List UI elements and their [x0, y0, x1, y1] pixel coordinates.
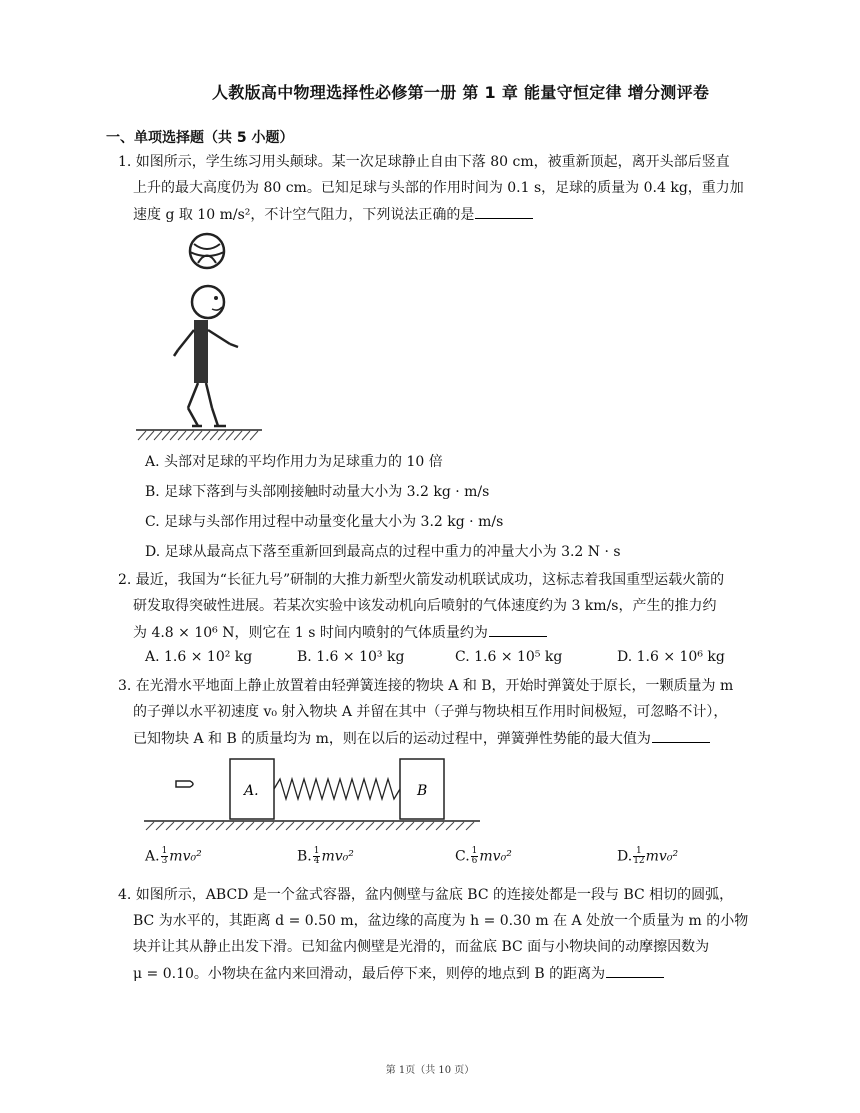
answer-blank[interactable]: [606, 963, 664, 978]
q2-option-d[interactable]: D. 1.6 × 10⁶ kg: [617, 649, 725, 665]
q1-line-2: 上升的最大高度仍为 80 cm。已知足球与头部的作用时间为 0.1 s，足球的质量为 0.4 kg，重力加: [133, 180, 744, 196]
q3-option-c[interactable]: C. $\frac{1}{6}$ mv₀²: [455, 846, 512, 866]
q2-line-3: 为 4.8 × 10⁶ N，则它在 1 s 时间内喷射的气体质量约为: [133, 622, 547, 643]
spring-icon: [274, 779, 400, 799]
fraction: $\frac{1}{6}$: [471, 846, 478, 866]
spring-blocks-figure: [140, 755, 485, 835]
q1-option-a[interactable]: A. 头部对足球的平均作用力为足球重力的 10 倍: [145, 454, 443, 470]
q4-line-2: BC 为水平的，其距离 d = 0.50 m，盆边缘的高度为 h = 0.30 m 在 A 处放一个质量为 m 的小物: [133, 913, 749, 929]
q4-line-4: μ = 0.10。小物块在盆内来回滑动，最后停下来，则停的地点到 B 的距离为: [133, 963, 664, 984]
page-title: 人教版高中物理选择性必修第一册 第 1 章 能量守恒定律 增分测评卷: [212, 83, 710, 102]
q1-option-b[interactable]: B. 足球下落到与头部刚接触时动量大小为 3.2 kg · m/s: [145, 484, 490, 500]
fraction: $\frac{1}{4}$: [313, 846, 320, 866]
q1-option-c[interactable]: C. 足球与头部作用过程中动量变化量大小为 3.2 kg · m/s: [145, 514, 504, 530]
q2-line-1: 2. 最近，我国为“长征九号”研制的大推力新型火箭发动机联试成功，这标志着我国重型运载火箭的: [118, 572, 725, 588]
q3-option-a[interactable]: A. $\frac{1}{3}$ mv₀²: [145, 846, 202, 866]
fraction: $\frac{1}{3}$: [161, 846, 168, 866]
q1-line-3: 速度 g 取 10 m/s²，不计空气阻力，下列说法正确的是: [133, 204, 533, 225]
page-footer: 第 1页（共 10 页）: [385, 1065, 475, 1076]
answer-blank[interactable]: [652, 728, 710, 743]
q3-line-3: 已知物块 A 和 B 的质量均为 m，则在以后的运动过程中，弹簧弹性势能的最大值为: [133, 728, 710, 749]
bullet-icon: [176, 781, 193, 787]
q2-option-c[interactable]: C. 1.6 × 10⁵ kg: [455, 649, 563, 665]
football-icon: [190, 234, 224, 268]
q3-line-1: 3. 在光滑水平地面上静止放置着由轻弹簧连接的物块 A 和 B，开始时弹簧处于原长，一颗质量为 m: [118, 678, 734, 694]
torso-icon: [194, 320, 208, 383]
answer-blank[interactable]: [475, 204, 533, 219]
q4-line-1: 4. 如图所示，ABCD 是一个盆式容器，盆内侧壁与盆底 BC 的连接处都是一段与 BC 相切的圆弧，: [118, 887, 734, 903]
q4-line-3: 块并让其从静止出发下滑。已知盆内侧壁是光滑的，而盆底 BC 面与小物块间的动摩擦因数为: [133, 939, 710, 955]
block-a-label: A.: [244, 783, 259, 799]
q2-option-b[interactable]: B. 1.6 × 10³ kg: [297, 649, 405, 665]
q1-option-d[interactable]: D. 足球从最高点下落至重新回到最高点的过程中重力的冲量大小为 3.2 N · s: [145, 544, 621, 560]
fraction: $\frac{1}{12}$: [633, 846, 645, 866]
head-icon: [192, 286, 224, 318]
q3-option-b[interactable]: B. $\frac{1}{4}$ mv₀²: [297, 846, 354, 866]
q1-line-1: 1. 如图所示，学生练习用头颠球。某一次足球静止自由下落 80 cm，被重新顶起，离开头部后竖直: [118, 154, 730, 170]
q3-option-d[interactable]: D. $\frac{1}{12}$ mv₀²: [617, 846, 679, 866]
answer-blank[interactable]: [489, 622, 547, 637]
heading-ball-figure: [132, 230, 267, 442]
block-b-label: B: [417, 783, 428, 799]
q2-option-a[interactable]: A. 1.6 × 10² kg: [145, 649, 253, 665]
section-heading: 一、单项选择题（共 5 小题）: [106, 130, 294, 146]
q2-line-2: 研发取得突破性进展。若某次实验中该发动机向后喷射的气体速度约为 3 km/s，产生的推力约: [133, 598, 717, 614]
q3-line-2: 的子弹以水平初速度 v₀ 射入物块 A 并留在其中（子弹与物块相互作用时间极短，可忽略不计），: [133, 704, 728, 720]
